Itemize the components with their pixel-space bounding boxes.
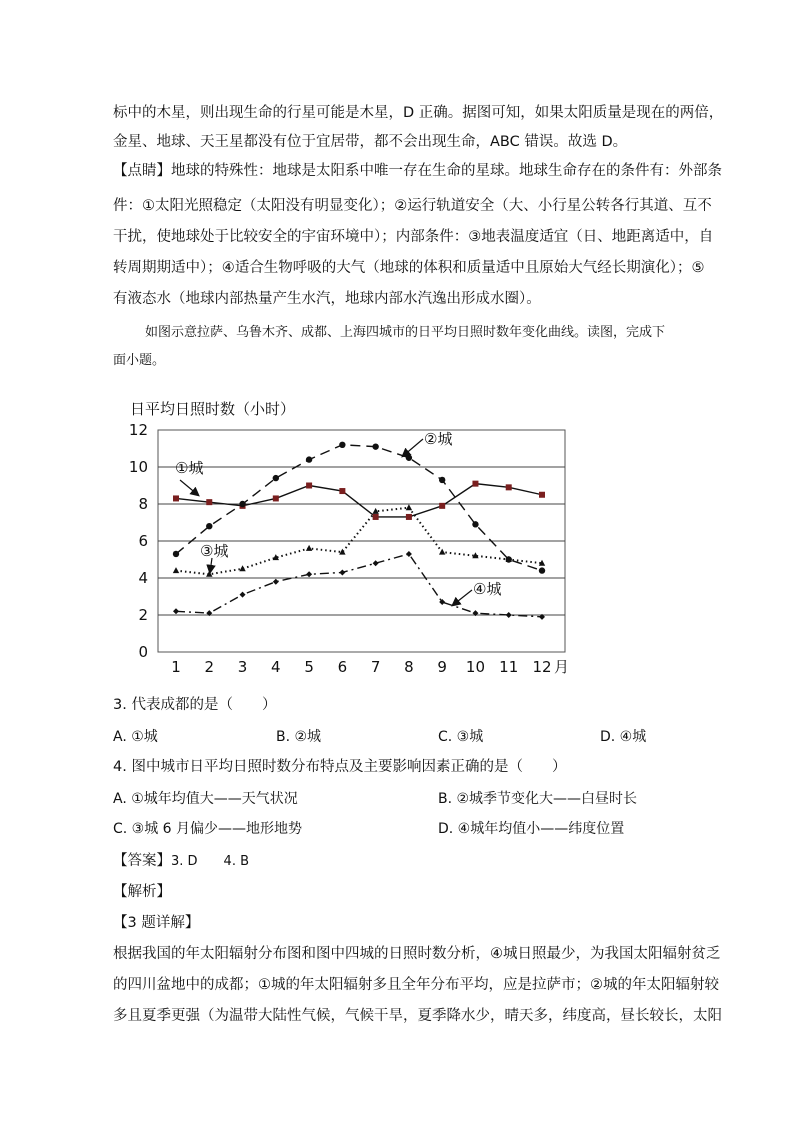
data-point (173, 567, 179, 573)
data-point (306, 483, 312, 489)
passage-line: 有液态水（地球内部热量产生水汽，地球内部水汽逸出形成水圈）。 (113, 291, 541, 307)
x-tick-label: 4 (271, 658, 281, 676)
annotation-label: ②城 (424, 430, 453, 448)
y-tick-label: 2 (138, 606, 148, 624)
y-axis-ticks (129, 421, 148, 661)
data-point (240, 592, 246, 598)
annotation-arrow (453, 590, 472, 605)
data-point (339, 549, 345, 555)
chart-title: 日平均日照时数（小时） (130, 400, 296, 418)
data-point (339, 442, 345, 448)
question-4-stem: 4. 图中城市日平均日照时数分布特点及主要影响因素正确的是（ ） (113, 759, 567, 775)
data-point (539, 567, 545, 573)
analysis-line: 的四川盆地中的成都；①城的年太阳辐射多且全年分布平均，应是拉萨市；②城的年太阳辐射较 (113, 977, 719, 993)
passage-line: 转周期期适中）；④适合生物呼吸的大气（地球的体积和质量适中且原始大气经长期演化）；⑤ (113, 260, 705, 276)
data-point (506, 484, 512, 490)
data-point (273, 579, 279, 585)
x-tick-label: 6 (337, 658, 348, 676)
data-point (206, 499, 212, 505)
data-point (173, 495, 179, 501)
data-point (506, 612, 512, 618)
analysis-label: 【解析】 (113, 884, 171, 900)
intro-line: 面小题。 (113, 353, 166, 368)
y-tick-label: 12 (128, 421, 148, 439)
passage-line: 金星、地球、天王星都没有位于宜居带，都不会出现生命，ABC 错误。故选 D。 (113, 134, 628, 150)
q4-option-a: A. ①城年均值大——天气状况 (113, 791, 298, 807)
y-tick-label: 6 (138, 532, 148, 550)
intro-line: 如图示意拉萨、乌鲁木齐、成都、上海四城市的日平均日照时数年变化曲线。读图，完成下 (145, 325, 666, 340)
y-tick-label: 0 (138, 643, 148, 661)
x-tick-label: 1 (171, 658, 181, 676)
data-point (439, 503, 445, 509)
passage-line: 件：①太阳光照稳定（太阳没有明显变化）；②运行轨道安全（大、小行星公转各行其道、互不 (113, 198, 712, 214)
q4-option-d: D. ④城年均值小——纬度位置 (438, 821, 625, 837)
passage-line: 干扰，使地球处于比较安全的宇宙环境中）；内部条件：③地表温度适宜（日、地距离适中，自 (113, 229, 714, 245)
x-tick-label: 7 (370, 658, 381, 676)
data-point (306, 545, 312, 551)
x-axis-ticks (171, 658, 569, 676)
data-point (373, 560, 379, 566)
data-point (306, 456, 312, 462)
data-point (406, 504, 412, 510)
data-point (406, 455, 412, 461)
series-line (176, 445, 542, 571)
annotation-arrow (180, 480, 198, 495)
data-point (439, 477, 445, 483)
y-tick-label: 4 (138, 569, 148, 587)
data-point (206, 571, 212, 577)
data-point (406, 551, 412, 557)
x-tick-label: 2 (204, 658, 215, 676)
data-point (273, 475, 279, 481)
q3-option-d: D. ④城 (600, 729, 647, 745)
chart-annotations (175, 430, 501, 605)
data-point (173, 608, 179, 614)
data-point (339, 488, 345, 494)
q3-option-b: B. ②城 (276, 729, 322, 745)
annotation-label: ①城 (175, 459, 204, 477)
answer-label: 【答案】 (113, 853, 171, 869)
q4-option-c: C. ③城 6 月偏少——地形地势 (113, 821, 303, 837)
series-1 (173, 481, 545, 520)
x-tick-label: 8 (404, 658, 414, 676)
analysis-line: 根据我国的年太阳辐射分布图和图中四城的日照时数分析，④城日照最少，为我国太阳辐射贫乏 (113, 946, 721, 962)
annotation-arrow (403, 439, 423, 456)
series-2 (173, 442, 545, 574)
x-tick-label: 11 (499, 658, 519, 676)
data-point (206, 523, 212, 529)
q3-option-a: A. ①城 (113, 729, 158, 745)
y-tick-label: 10 (128, 458, 148, 476)
data-point (439, 549, 445, 555)
annotation-arrow (210, 558, 212, 572)
data-point (406, 514, 412, 520)
passage-line: 标中的木星，则出现生命的行星可能是木星，D 正确。据图可知，如果太阳质量是现在的两倍， (113, 105, 724, 121)
x-axis-label: 月 (554, 658, 570, 676)
q4-option-b: B. ②城季节变化大——白昼时长 (438, 791, 638, 807)
annotation-label: ③城 (200, 542, 229, 560)
chart-grid (158, 430, 565, 652)
data-point (472, 521, 478, 527)
sunshine-line-chart (120, 392, 590, 682)
data-point (373, 514, 379, 520)
data-point (539, 492, 545, 498)
data-point (239, 565, 245, 571)
y-tick-label: 8 (138, 495, 148, 513)
annotation-label: ④城 (473, 580, 502, 598)
data-point (306, 571, 312, 577)
data-point (173, 551, 179, 557)
data-point (273, 495, 279, 501)
x-tick-label: 10 (465, 658, 486, 676)
data-point (372, 443, 378, 449)
q3-detail-label: 【3 题详解】 (113, 915, 200, 931)
x-tick-label: 12 (532, 658, 552, 676)
analysis-line: 多且夏季更强（为温带大陆性气候，气候干旱，夏季降水少，晴天多，纬度高，昼长较长，太阳 (113, 1008, 722, 1024)
data-point (239, 501, 245, 507)
answer-values: 3. D 4. B (171, 854, 250, 869)
answer-line (113, 851, 249, 872)
x-tick-label: 9 (437, 658, 447, 676)
data-point (339, 569, 345, 575)
q3-option-c: C. ③城 (438, 729, 484, 745)
data-point (472, 481, 478, 487)
x-tick-label: 5 (304, 658, 314, 676)
passage-line: 【点睛】地球的特殊性：地球是太阳系中唯一存在生命的星球。地球生命存在的条件有：外部条 (113, 163, 722, 179)
x-tick-label: 3 (237, 658, 248, 676)
question-3-stem: 3. 代表成都的是（ ） (113, 697, 277, 713)
